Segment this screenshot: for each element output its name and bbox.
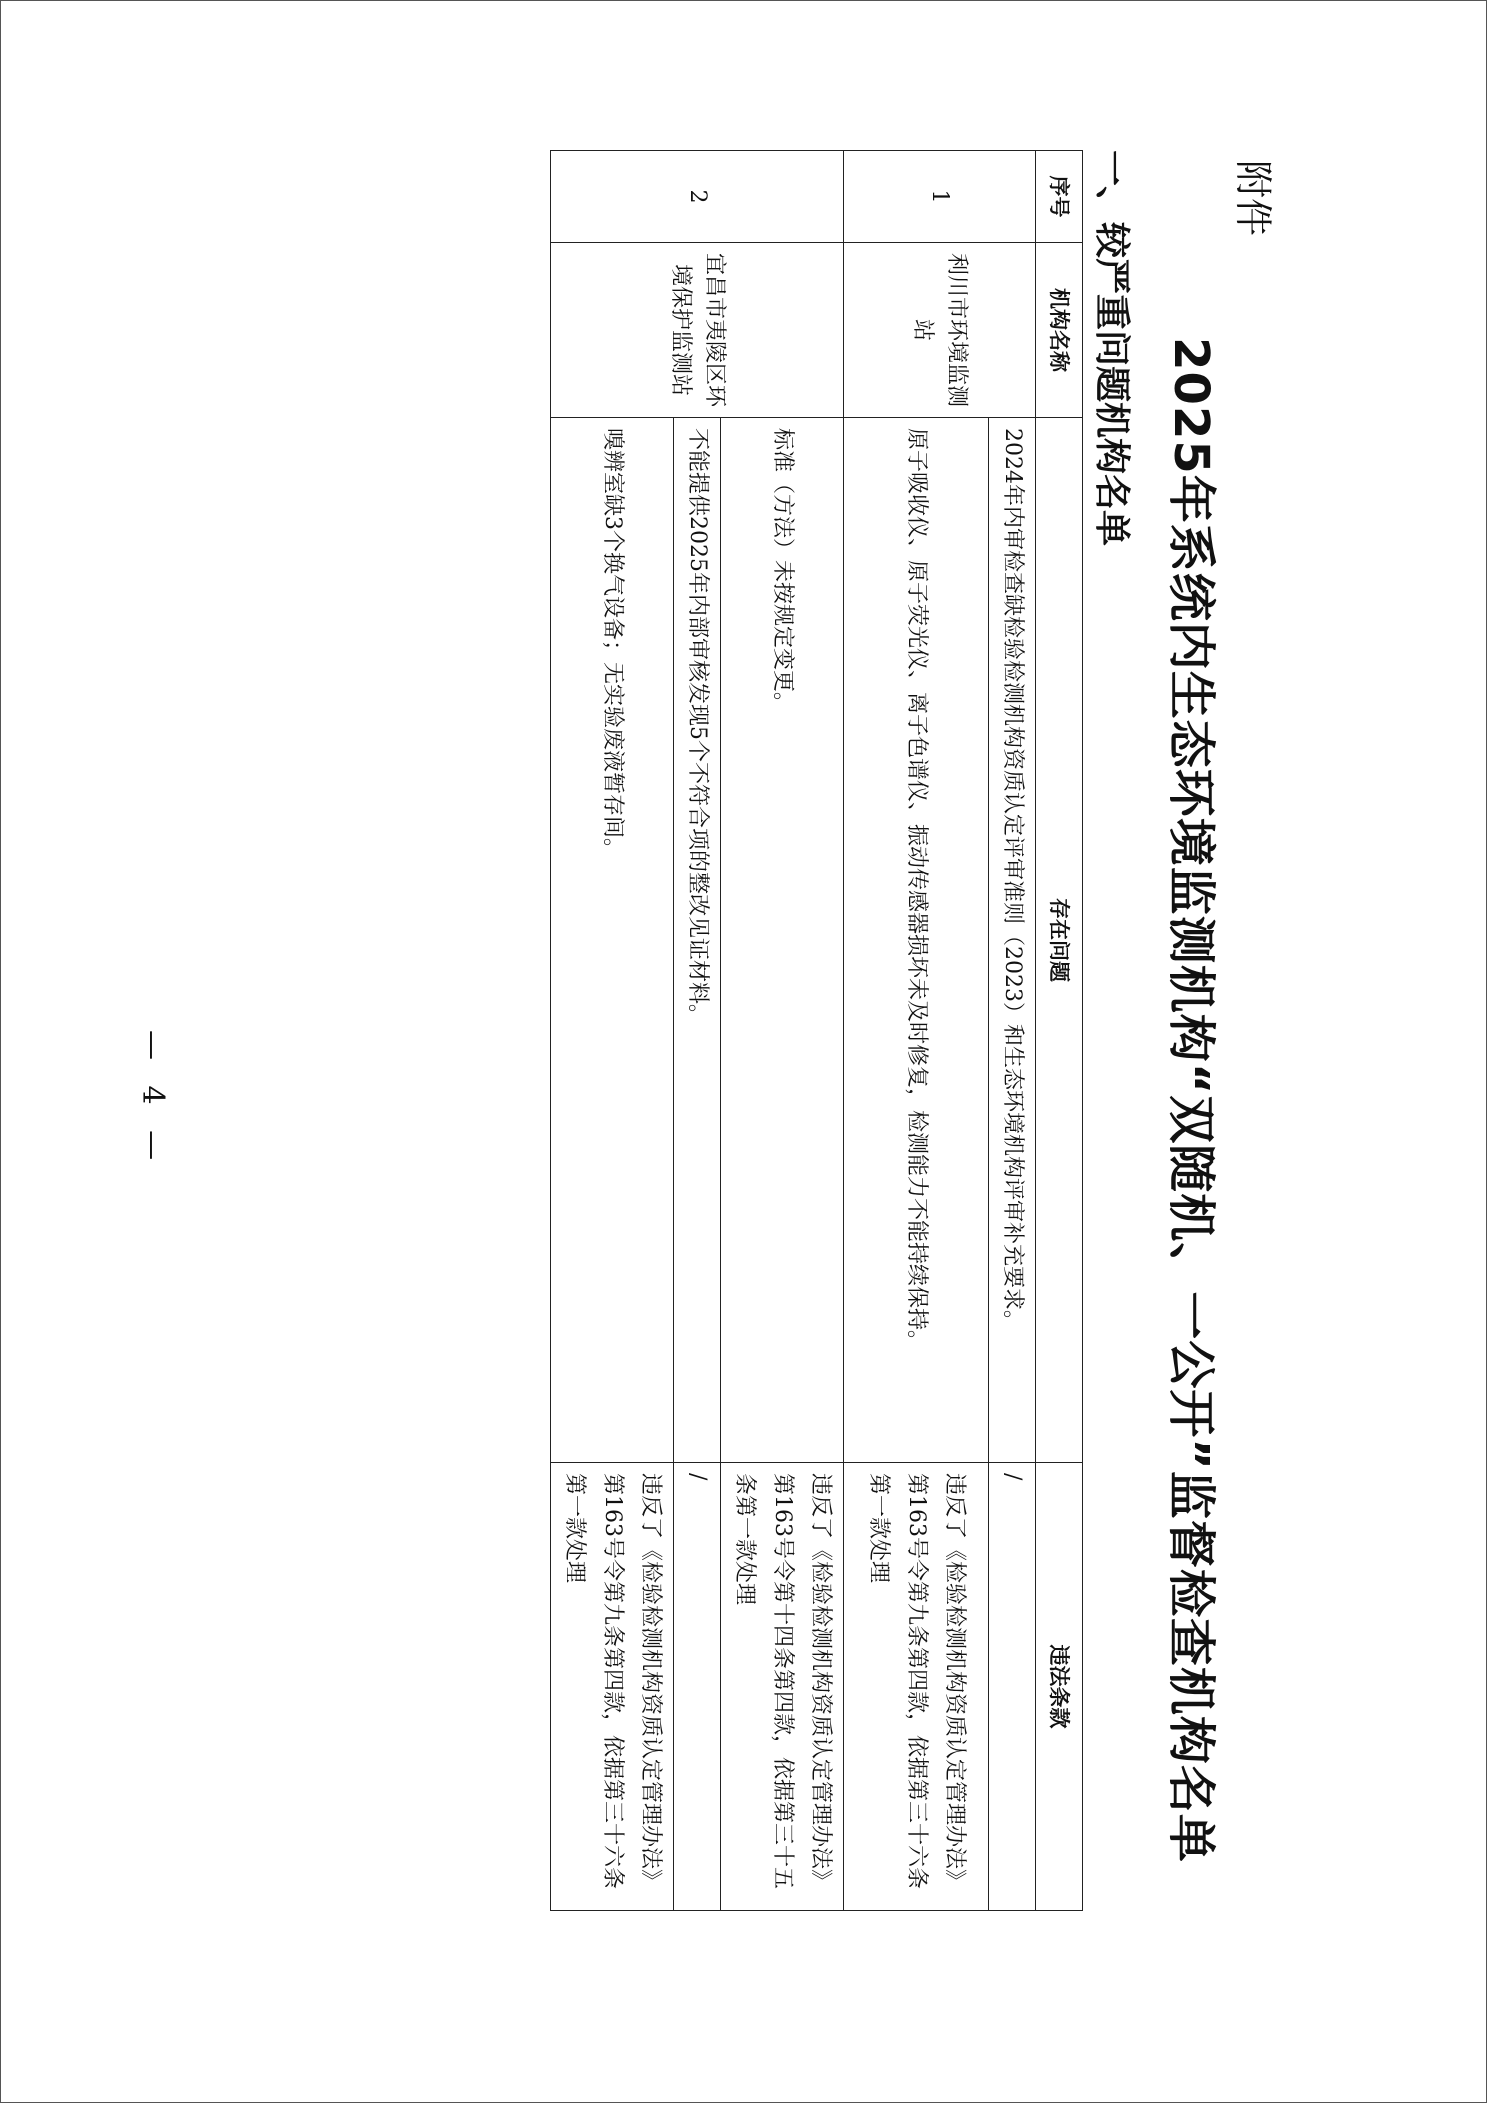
rotated-page-content (90, 150, 1290, 2050)
section-heading: 一、较严重问题机构名单 (1091, 150, 1132, 547)
table-row (721, 151, 844, 1911)
issue-cell: 嗅辨室缺3个换气设备；无实验废液暂存间。 (551, 418, 674, 1463)
page-number: — 4 — (135, 1030, 170, 1169)
law-cell: 违反了《检验检测机构资质认定管理办法》第163号令第九条第四款，依据第三十六条第一款处理 (844, 1463, 989, 1911)
law-cell: 违反了《检验检测机构资质认定管理办法》第163号令第十四条第四款，依据第三十五条第一款处理 (721, 1463, 844, 1911)
issue-cell: 不能提供2025年内部审核发现5个不符合项的整改见证材料。 (674, 418, 721, 1463)
column-header-law: 违法条款 (1036, 1463, 1083, 1911)
row-seq: 2 (551, 151, 844, 243)
table-row (989, 151, 1036, 1911)
issue-cell: 2024年内审检查缺检验检测机构资质认定评审准则（2023）和生态环境机构评审补充要求。 (989, 418, 1036, 1463)
row-seq: 1 (844, 151, 1036, 243)
institution-table (550, 150, 1083, 1911)
row-org-name: 利川市环境监测站 (844, 243, 1036, 418)
column-header-seq: 序号 (1036, 151, 1083, 243)
row-org-name: 宜昌市夷陵区环境保护监测站 (551, 243, 844, 418)
law-cell: 违反了《检验检测机构资质认定管理办法》第163号令第九条第四款，依据第三十六条第一款处理 (551, 1463, 674, 1911)
law-cell: / (674, 1463, 721, 1911)
attachment-label: 附件 (1231, 160, 1275, 237)
document-title: 2025年系统内生态环境监测机构“双随机、一公开”监督检查机构名单 (1163, 337, 1219, 1863)
table-header-row (1036, 151, 1083, 1911)
column-header-issue: 存在问题 (1036, 418, 1083, 1463)
law-cell: / (989, 1463, 1036, 1911)
column-header-org: 机构名称 (1036, 243, 1083, 418)
issue-cell: 标准（方法）未按规定变更。 (721, 418, 844, 1463)
issue-cell: 原子吸收仪、原子荧光仪、离子色谱仪、振动传感器损坏未及时修复，检测能力不能持续保持。 (844, 418, 989, 1463)
